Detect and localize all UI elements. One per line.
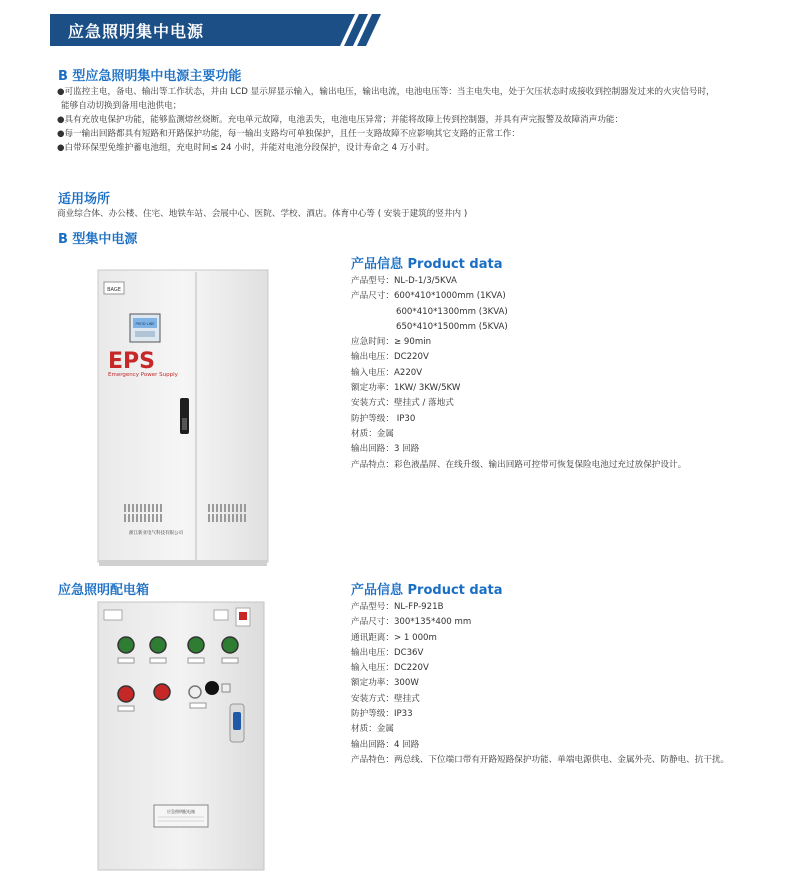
- functions-list: [57, 85, 715, 155]
- usage-text: 商业综合体、办公楼、住宅、地铁车站、会展中心、医院、学校、酒店。体育中心等 ( 安装于建筑的竖井内 ): [57, 209, 468, 219]
- spec-protection: 防护等级： IP30: [351, 413, 416, 424]
- spec-material: 材质：金属: [351, 428, 394, 439]
- spec-features: 产品特点：彩色液晶屏、在线升级、输出回路可控带可恢复保险电池过充过放保护设计。: [351, 459, 687, 470]
- eps-subtitle: Emergency Power Supply: [108, 372, 178, 378]
- distribution-box-image: [96, 600, 268, 872]
- header-banner: [50, 14, 380, 44]
- product2-specs: [351, 600, 729, 768]
- spec-size: 产品尺寸：600*410*1000mm (1KVA): [351, 291, 506, 302]
- usage-heading: 适用场所: [58, 192, 111, 207]
- product1-data-title: 产品信息 Product data: [351, 257, 503, 272]
- functions-line: ●具有充放电保护功能，能够监测熔丝烧断。充电单元故障，电池丢失，电池电压异常；并能将故障上传到控制器，并具有声完报警及故障消声功能：: [57, 115, 624, 125]
- cabinet-badge: BAGE: [107, 287, 121, 293]
- spec-rated-power: 额定功率：300W: [351, 678, 419, 689]
- spec-install: 安装方式：壁挂式 / 落地式: [351, 398, 454, 409]
- box-plate-label: 应急照明配电箱: [167, 809, 195, 814]
- spec-output-voltage: 输出电压：DC220V: [351, 352, 429, 363]
- spec-material: 材质：金属: [351, 724, 394, 735]
- lcd-label: PROD LINE: [135, 322, 155, 326]
- spec-output-circuits: 输出回路：4 回路: [351, 739, 420, 750]
- spec-install: 安装方式：壁挂式: [351, 693, 420, 704]
- functions-heading: B 型应急照明集中电源主要功能: [58, 69, 242, 84]
- product1-specs: [351, 274, 686, 473]
- spec-size: 产品尺寸：300*135*400 mm: [351, 617, 472, 628]
- spec-input-voltage: 输入电压：DC220V: [351, 663, 429, 674]
- eps-cabinet-image: [96, 268, 272, 568]
- functions-line: ●每一输出回路都具有短路和开路保护功能，每一输出支路均可单独保护，且任一支路故障不应影响其它支路的正常工作：: [57, 129, 520, 139]
- spec-model: 产品型号：NL-D-1/3/5KVA: [351, 276, 457, 286]
- product2-data-title: 产品信息 Product data: [351, 583, 503, 598]
- spec-model: 产品型号：NL-FP-921B: [351, 602, 444, 612]
- spec-rated-power: 额定功率：1KW/ 3KW/5KW: [351, 383, 461, 394]
- spec-features: 产品特色：两总线、下位端口带有开路短路保护功能、单端电源供电、金属外壳、防静电、抗干扰。: [351, 754, 730, 765]
- spec-protection: 防护等级：IP33: [351, 709, 413, 720]
- functions-line: 能够自动切换到备用电池供电；: [61, 101, 182, 111]
- spec-output-voltage: 输出电压：DC36V: [351, 647, 424, 658]
- eps-brand: EPS: [108, 349, 155, 374]
- product1-heading: B 型集中电源: [58, 232, 138, 247]
- cabinet-maker: 浙江新亚电气科技有限公司: [129, 531, 183, 536]
- page-title: 应急照明集中电源: [68, 22, 205, 41]
- spec-input-voltage: 输入电压：A220V: [351, 367, 423, 378]
- product2-heading: 应急照明配电箱: [58, 583, 150, 598]
- spec-size-3kva: 600*410*1300mm (3KVA): [396, 306, 508, 317]
- spec-emergency-time: 应急时间：≥ 90min: [351, 337, 432, 348]
- functions-line: ●白带环保型免维护蓄电池组，充电时间≤ 24 小时，并能对电池分段保护，设计寿命之 4 万小时。: [57, 143, 435, 153]
- spec-size-5kva: 650*410*1500mm (5KVA): [396, 321, 508, 332]
- spec-comm-distance: 通讯距离：> 1 000m: [351, 632, 437, 643]
- spec-output-circuits: 输出回路：3 回路: [351, 444, 420, 455]
- functions-line: ●可监控主电，备电、输出等工作状态，并由 LCD 显示屏显示输入，输出电压，输出电流，电池电压等：当主电失电，处于欠压状态时成接收到控制器发过来的火灾信号时，: [57, 87, 715, 97]
